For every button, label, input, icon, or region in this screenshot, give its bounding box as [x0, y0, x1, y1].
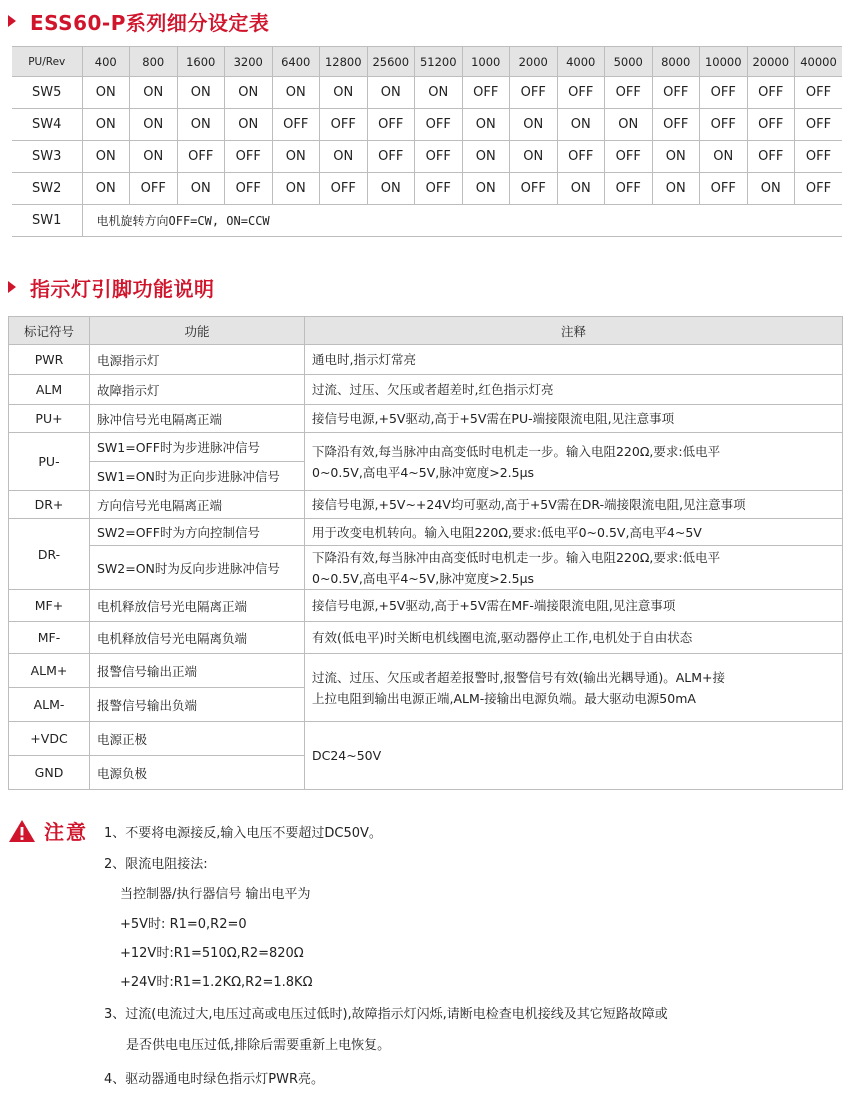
switch-state-cell: OFF [700, 173, 748, 205]
header-cell: 功能 [90, 317, 305, 345]
symbol-cell: ALM- [9, 688, 90, 722]
symbol-cell: DR+ [9, 491, 90, 519]
switch-state-cell: OFF [795, 109, 843, 141]
header-cell: 51200 [415, 47, 463, 77]
switch-state-cell: OFF [700, 77, 748, 109]
switch-state-cell: OFF [225, 173, 273, 205]
switch-state-cell: OFF [225, 141, 273, 173]
symbol-cell: ALM [9, 375, 90, 405]
switch-state-cell: OFF [415, 173, 463, 205]
symbol-cell: GND [9, 756, 90, 790]
header-cell: 400 [82, 47, 130, 77]
pin-function-table [8, 316, 843, 790]
switch-label-cell: SW4 [12, 109, 82, 141]
note-cell: 接信号电源,+5V驱动,高于+5V需在PU-端接限流电阻,见注意事项 [305, 405, 843, 433]
table-header-row [9, 317, 843, 345]
switch-state-cell: ON [652, 173, 700, 205]
switch-state-cell: OFF [510, 77, 558, 109]
table-row [9, 722, 843, 756]
note-line: 0~0.5V,高电平4~5V,脉冲宽度>2.5μs [312, 464, 535, 480]
note-cell: 用于改变电机转向。输入电阻220Ω,要求:低电平0~0.5V,高电平4~5V [305, 519, 843, 546]
switch-state-cell: OFF [747, 77, 795, 109]
switch-state-cell: OFF [462, 77, 510, 109]
switch-state-cell: ON [177, 77, 225, 109]
switch-state-cell: ON [225, 77, 273, 109]
switch-state-cell: ON [130, 77, 178, 109]
switch-state-cell: ON [367, 77, 415, 109]
note-line: 3、过流(电流过大,电压过高或电压过低时),故障指示灯闪烁,请断电检查电机接线及其它短路故障或 [104, 1007, 668, 1022]
symbol-cell: MF- [9, 622, 90, 654]
table-row [9, 375, 843, 405]
header-cell: 10000 [700, 47, 748, 77]
switch-state-cell: OFF [177, 141, 225, 173]
function-cell: 电源负极 [90, 756, 305, 790]
switch-state-cell: OFF [747, 141, 795, 173]
symbol-cell: PU+ [9, 405, 90, 433]
symbol-cell: +VDC [9, 722, 90, 756]
switch-state-cell: ON [177, 109, 225, 141]
switch-label-cell: SW2 [12, 173, 82, 205]
switch-state-cell: OFF [367, 109, 415, 141]
function-cell: 故障指示灯 [90, 375, 305, 405]
table-row [9, 491, 843, 519]
switch-state-cell: ON [272, 141, 320, 173]
switch-state-cell: OFF [415, 141, 463, 173]
switch-state-cell: ON [82, 141, 130, 173]
function-cell: SW1=ON时为正向步进脉冲信号 [90, 462, 305, 491]
note-line: 0~0.5V,高电平4~5V,脉冲宽度>2.5μs [312, 570, 535, 586]
header-cell: 8000 [652, 47, 700, 77]
switch-state-cell: ON [652, 141, 700, 173]
note-cell [305, 433, 843, 491]
section-title-text: 指示灯引脚功能说明 [30, 276, 215, 301]
switch-state-cell: ON [747, 173, 795, 205]
table-row [9, 345, 843, 375]
switch-state-cell: ON [130, 141, 178, 173]
note-line: 当控制器/执行器信号 输出电平为 [120, 887, 311, 902]
note-cell [305, 654, 843, 722]
switch-state-cell: OFF [795, 77, 843, 109]
function-cell: 电源指示灯 [90, 345, 305, 375]
function-cell: 电机释放信号光电隔离正端 [90, 590, 305, 622]
note-cell: 有效(低电平)时关断电机线圈电流,驱动器停止工作,电机处于自由状态 [305, 622, 843, 654]
switch-state-cell: OFF [557, 77, 605, 109]
switch-state-cell: ON [462, 141, 510, 173]
table-row [12, 77, 842, 109]
notes-heading [8, 816, 88, 845]
note-line: 过流、过压、欠压或者超差报警时,报警信号有效(输出光耦导通)。ALM+接 [312, 669, 726, 685]
symbol-cell: PU- [9, 433, 90, 491]
switch-label-cell: SW3 [12, 141, 82, 173]
header-cell: 12800 [320, 47, 368, 77]
switch-state-cell: OFF [130, 173, 178, 205]
note-cell [305, 546, 843, 590]
header-cell: 1000 [462, 47, 510, 77]
table-row [9, 405, 843, 433]
table-row [9, 546, 843, 590]
table-row [12, 109, 842, 141]
section-title-microstep [8, 6, 269, 36]
triangle-bullet-icon [8, 15, 16, 27]
header-cell: 5000 [605, 47, 653, 77]
header-cell: 3200 [225, 47, 273, 77]
function-cell: SW2=ON时为反向步进脉冲信号 [90, 546, 305, 590]
function-cell: 电机释放信号光电隔离负端 [90, 622, 305, 654]
section-title-text: ESS60-P系列细分设定表 [30, 10, 270, 35]
note-cell: 接信号电源,+5V~+24V均可驱动,高于+5V需在DR-端接限流电阻,见注意事项 [305, 491, 843, 519]
switch-state-cell: OFF [795, 173, 843, 205]
switch-state-cell: OFF [747, 109, 795, 141]
microstep-table [12, 46, 842, 237]
switch-state-cell: OFF [605, 173, 653, 205]
note-cell: 接信号电源,+5V驱动,高于+5V需在MF-端接限流电阻,见注意事项 [305, 590, 843, 622]
switch-state-cell: ON [605, 109, 653, 141]
function-cell: SW1=OFF时为步进脉冲信号 [90, 433, 305, 462]
note-cell: DC24~50V [305, 722, 843, 790]
switch-state-cell: OFF [795, 141, 843, 173]
function-cell: 方向信号光电隔离正端 [90, 491, 305, 519]
table-row [9, 519, 843, 546]
switch-state-cell: OFF [320, 109, 368, 141]
switch-state-cell: OFF [557, 141, 605, 173]
table-row [12, 173, 842, 205]
note-line: 上拉电阻到输出电源正端,ALM-接输出电源负端。最大驱动电源50mA [312, 690, 696, 706]
note-line: +24V时:R1=1.2KΩ,R2=1.8KΩ [120, 975, 313, 990]
note-line: 下降沿有效,每当脉冲由高变低时电机走一步。输入电阻220Ω,要求:低电平 [312, 549, 721, 565]
table-row [9, 433, 843, 462]
header-cell: 20000 [747, 47, 795, 77]
switch-state-cell: ON [177, 173, 225, 205]
switch-state-cell: ON [700, 141, 748, 173]
table-row [12, 205, 842, 237]
table-row [9, 654, 843, 688]
note-line: 4、驱动器通电时绿色指示灯PWR亮。 [104, 1072, 324, 1087]
header-cell: 2000 [510, 47, 558, 77]
switch-state-cell: ON [510, 109, 558, 141]
switch-state-cell: ON [82, 77, 130, 109]
switch-state-cell: OFF [510, 173, 558, 205]
switch-state-cell: ON [320, 77, 368, 109]
warning-triangle-icon [8, 819, 36, 843]
function-cell: 报警信号输出正端 [90, 654, 305, 688]
header-cell: 标记符号 [9, 317, 90, 345]
switch-state-cell: ON [82, 173, 130, 205]
switch-label-cell: SW1 [12, 205, 82, 237]
symbol-cell: ALM+ [9, 654, 90, 688]
note-cell: 过流、过压、欠压或者超差时,红色指示灯亮 [305, 375, 843, 405]
symbol-cell: DR- [9, 519, 90, 590]
table-row [9, 590, 843, 622]
sw1-note-cell: 电机旋转方向OFF=CW, ON=CCW [82, 205, 842, 237]
header-cell: 800 [130, 47, 178, 77]
note-line: 2、限流电阻接法: [104, 857, 208, 872]
switch-state-cell: OFF [652, 109, 700, 141]
switch-state-cell: OFF [272, 109, 320, 141]
header-cell: PU/Rev [12, 47, 82, 77]
switch-state-cell: ON [557, 109, 605, 141]
switch-state-cell: ON [462, 173, 510, 205]
switch-state-cell: ON [510, 141, 558, 173]
switch-state-cell: OFF [605, 141, 653, 173]
function-cell: 脉冲信号光电隔离正端 [90, 405, 305, 433]
symbol-cell: MF+ [9, 590, 90, 622]
table-row [9, 622, 843, 654]
triangle-bullet-icon [8, 281, 16, 293]
function-cell: 电源正极 [90, 722, 305, 756]
switch-state-cell: OFF [700, 109, 748, 141]
section-title-pins [8, 272, 215, 302]
table-header-row [12, 47, 842, 77]
note-line: +5V时: R1=0,R2=0 [120, 917, 247, 932]
switch-state-cell: OFF [605, 77, 653, 109]
switch-state-cell: ON [272, 173, 320, 205]
switch-state-cell: ON [130, 109, 178, 141]
note-line: 下降沿有效,每当脉冲由高变低时电机走一步。输入电阻220Ω,要求:低电平 [312, 443, 721, 459]
header-cell: 4000 [557, 47, 605, 77]
note-line: +12V时:R1=510Ω,R2=820Ω [120, 946, 304, 961]
switch-state-cell: ON [557, 173, 605, 205]
function-cell: 报警信号输出负端 [90, 688, 305, 722]
notes-label: 注意 [44, 820, 88, 844]
switch-label-cell: SW5 [12, 77, 82, 109]
header-cell: 注释 [305, 317, 843, 345]
table-row [12, 141, 842, 173]
switch-state-cell: ON [272, 77, 320, 109]
switch-state-cell: OFF [320, 173, 368, 205]
switch-state-cell: ON [320, 141, 368, 173]
switch-state-cell: ON [462, 109, 510, 141]
header-cell: 40000 [795, 47, 843, 77]
note-line: 是否供电电压过低,排除后需要重新上电恢复。 [126, 1038, 391, 1053]
function-cell: SW2=OFF时为方向控制信号 [90, 519, 305, 546]
switch-state-cell: OFF [367, 141, 415, 173]
note-line: 1、不要将电源接反,输入电压不要超过DC50V。 [104, 826, 382, 841]
switch-state-cell: OFF [415, 109, 463, 141]
switch-state-cell: ON [82, 109, 130, 141]
switch-state-cell: ON [225, 109, 273, 141]
header-cell: 6400 [272, 47, 320, 77]
symbol-cell: PWR [9, 345, 90, 375]
switch-state-cell: OFF [652, 77, 700, 109]
header-cell: 25600 [367, 47, 415, 77]
note-cell: 通电时,指示灯常亮 [305, 345, 843, 375]
switch-state-cell: ON [367, 173, 415, 205]
header-cell: 1600 [177, 47, 225, 77]
switch-state-cell: ON [415, 77, 463, 109]
